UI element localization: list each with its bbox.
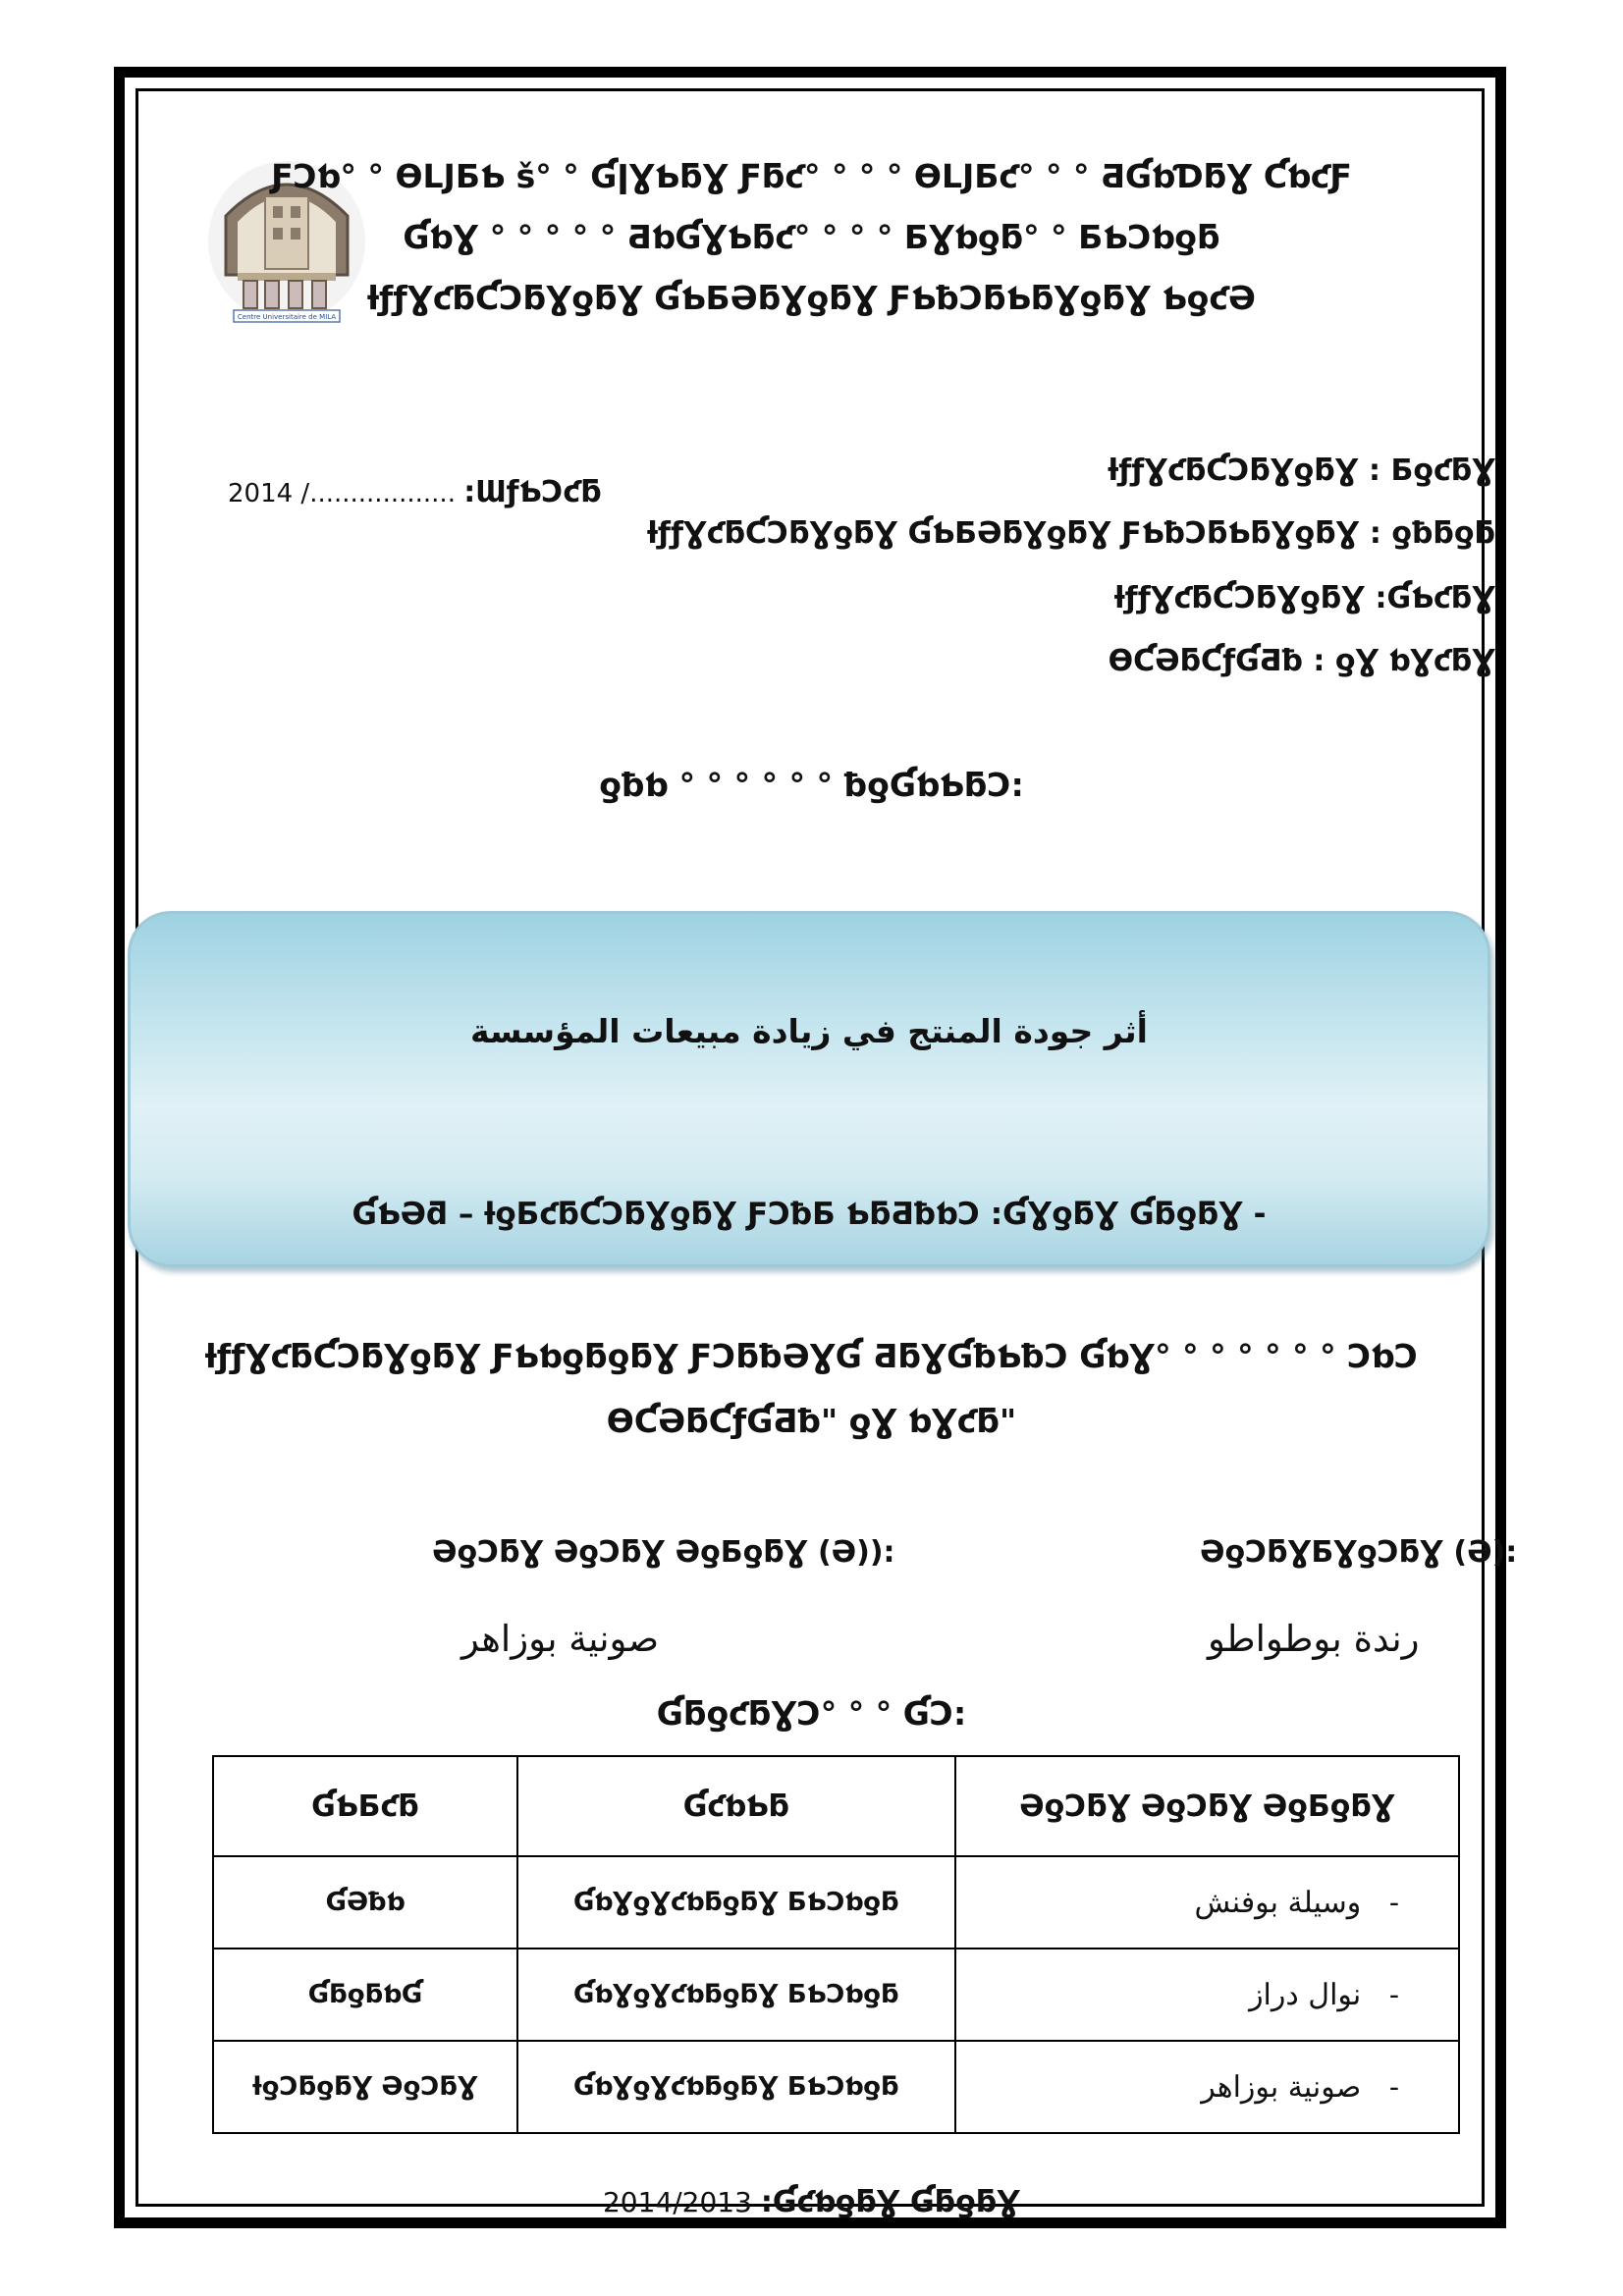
header-line-3: ƚƒƒƔƈƃƇƆƃƔƍƃƔ ƓƄƂƏƃƔƍƃƔ ƑƄƀƆƃƄƃƔƍƃƔ ƄƍƈƏ	[367, 279, 1256, 317]
committee-table	[212, 1755, 1460, 2134]
academic-year	[0, 2185, 1623, 2219]
supervisor-label: :(ƏƍƆƃƔ ƏƍƆƃƔ ƏƍƂƍƃƔ (Ə)	[432, 1535, 895, 1570]
committee-label: :ƓƃƍƈƃƔƆ° ° ° ƓƆ	[656, 1694, 967, 1733]
header-role: ƓƄƂƈƃ	[213, 1756, 517, 1856]
member-name: - نوال دراز	[955, 1949, 1459, 2041]
reference-number	[228, 475, 602, 509]
memo-label: :ƍƀƅ ° ° ° ° ° ° ƀƍƓƅƄƃƆ	[599, 766, 1024, 804]
header-institution: ƓƈƅƄƃ	[517, 1756, 955, 1856]
table-header-row	[213, 1756, 1459, 1856]
member-role: ƓƃƍƃƅƓ	[213, 1949, 517, 2041]
reference-value: 2014 /..................	[228, 479, 456, 508]
reference-label: :ƜƒƄƆƈƃ	[463, 475, 602, 509]
table-row	[213, 1856, 1459, 1949]
academic-year-value: 2014/2013	[602, 2186, 752, 2218]
department-line: ƚƒƒƔƈƃƇƆƃƔƍƃƔ ƓƄƂƏƃƔƍƃƔ ƑƄƀƆƃƄƃƔƍƃƔ : ƍƀƃƍƃ	[647, 516, 1495, 551]
students-label: :(Ə) ƏƍƆƃƔƂƔƍƆƃƔ	[1200, 1535, 1518, 1570]
header-member: ƏƍƆƃƔ ƏƍƆƃƔ ƏƍƂƍƃƔ	[955, 1756, 1459, 1856]
thesis-title-box	[128, 911, 1490, 1267]
table-row	[213, 1949, 1459, 2041]
student-name: رندة بوطواطو	[1208, 1618, 1420, 1660]
member-institution: ƓƅƔƍƔƈƅƃƍƃƔ ƂƄƆƅƍƃ	[517, 1856, 955, 1949]
degree-line-2: "ƟƇƏƃƇƒƓƋƀ" ƍƔ ƅƔƈƃ	[606, 1402, 1017, 1440]
logo-text: Centre Universitaire de MILA	[237, 313, 337, 321]
member-role: ƚƍƆƃƍƃƔ ƏƍƆƃƔ	[213, 2041, 517, 2133]
header-line-1: ƑƆƅ° ° ƟǇƂƄ š° ° ƓǀƔƄƃƔ Ƒƃƈ° ° ° ° ƟǇƂƈ° ° ° ƋƓƅƊƃƔ ƇƅƈƑ	[271, 157, 1352, 195]
member-name: - وسيلة بوفنش	[955, 1856, 1459, 1949]
member-name: - صونية بوزاهر	[955, 2041, 1459, 2133]
case-study-line: - ƓƄƏƌ – ƚƍƂƈƃƇƆƃƔƍƃƔ ƑƆƀƂ ƄƃƋƀƅƆ :ƓƔƍƃƔ ƓƃƍƃƔ	[352, 1197, 1267, 1232]
supervisor-name: صونية بوزاهر	[461, 1618, 660, 1660]
degree-line-1: ƚƒƒƔƈƃƇƆƃƔƍƃƔ ƑƄƅƍƃƍƃƔ ƑƆƃƀƏƔƓ ƋƃƔƓƀƄƀƆ ƓƅƔ° ° ° ° ° ° ° ƆƅƆ	[204, 1337, 1419, 1375]
header-line-2: ƓƅƔ ° ° ° ° ° ƋƅƓƔƄƃƈ° ° ° ° ƂƔƅƍƃ° ° ƂƄƆƅƍƃ	[403, 218, 1220, 256]
member-institution: ƓƅƔƍƔƈƅƃƍƃƔ ƂƄƆƅƍƃ	[517, 2041, 955, 2133]
thesis-title: أثر جودة المنتج في زيادة مبيعات المؤسسة	[470, 1012, 1148, 1050]
institute-line: ƚƒƒƔƈƃƇƆƃƔƍƃƔ : ƂƍƈƃƔ	[1108, 454, 1495, 488]
branch-line: ƚƒƒƔƈƃƇƆƃƔƍƃƔ :ƓƄƈƃƔ	[1113, 581, 1495, 615]
academic-year-label: :ƓƈƅƍƃƔ ƓƃƍƃƔ	[760, 2185, 1021, 2219]
member-institution: ƓƅƔƍƔƈƅƃƍƃƔ ƂƄƆƅƍƃ	[517, 1949, 955, 2041]
member-role: ƓƏƀƅ	[213, 1856, 517, 1949]
specialty-line: ƟƇƏƃƇƒƓƋƀ : ƍƔ ƅƔƈƃƔ	[1108, 644, 1495, 678]
table-row	[213, 2041, 1459, 2133]
